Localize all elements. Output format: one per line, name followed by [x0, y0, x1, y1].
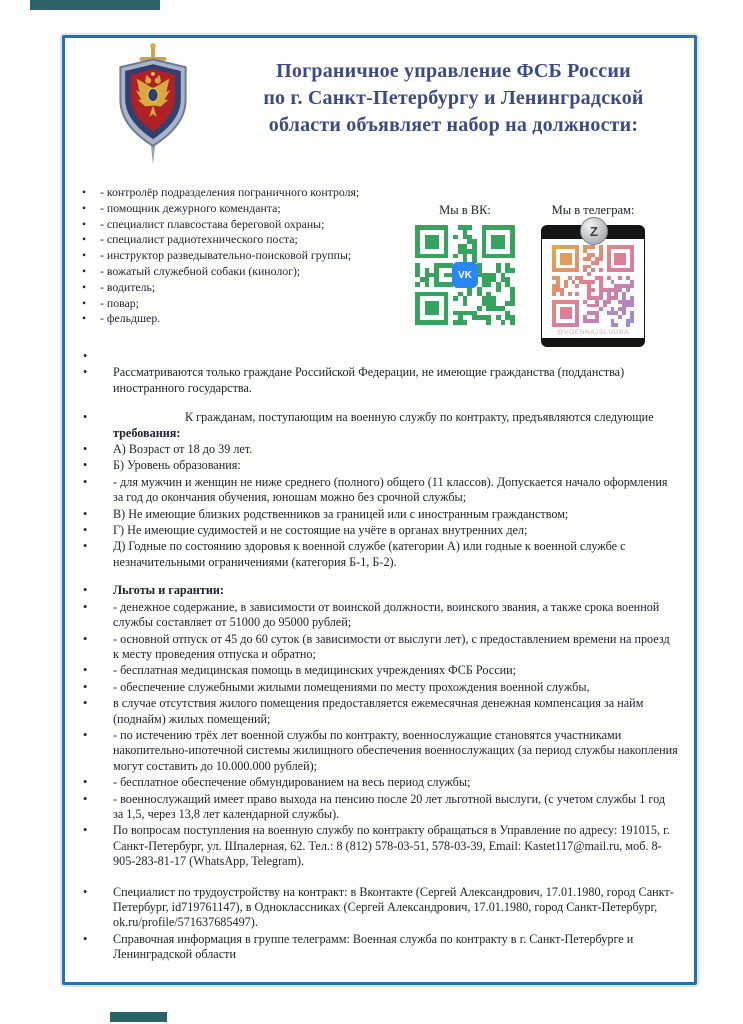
bullet-marker: • [83, 410, 88, 425]
fsb-shield-sword-graphic [105, 42, 201, 171]
info-text: К гражданам, поступающим на военную службу по контракту, предъявляются следующие требования: [113, 410, 654, 440]
qr-module [434, 311, 439, 316]
info-text: - для мужчин и женщин не ниже среднего (полного) общего (11 классов). Допускается начало оформления за год до окончания обучения, юношам можно без срочной службы; [113, 474, 668, 505]
info-text: - основной отпуск от 45 до 60 суток (в зависимости от выслуги лет), с предоставлением времени на проезд к месту проведения отпуска и обратно; [113, 631, 670, 661]
qr-module [607, 300, 611, 304]
qr-module [630, 319, 634, 323]
qr-module [575, 323, 579, 327]
position-item [77, 264, 407, 280]
qr-module [591, 268, 595, 272]
position-item [77, 185, 407, 201]
info-text: Льготы и гарантии: [113, 583, 224, 598]
bullet-marker: • [83, 679, 88, 694]
qr-module [599, 257, 603, 261]
qr-module [568, 261, 572, 265]
document-title [227, 58, 680, 139]
qr-module [510, 268, 515, 273]
qr-module [591, 288, 595, 292]
qr-module [425, 282, 430, 287]
bullet-marker: • [82, 279, 87, 294]
telegram-qr-code [552, 245, 634, 327]
vk-logo-icon [452, 262, 478, 288]
info-text: - бесплатная медицинская помощь в медицинских учреждениях ФСБ России; [113, 663, 517, 678]
qr-module [630, 284, 634, 288]
info-text: А) Возраст от 18 до 39 лет. [113, 442, 253, 457]
info-item [77, 442, 678, 457]
position-text: - специалист плавсостава береговой охраны; [100, 216, 325, 231]
qr-module [614, 323, 618, 327]
info-item [77, 885, 678, 931]
info-text: - военнослужащий имеет право выхода на пенсию после 20 лет льготной выслуги, (с учетом службы 1 год за 1,5, через 13,8 лет календарной службы). [113, 791, 666, 821]
position-item [77, 232, 407, 248]
bullet-marker: • [83, 506, 88, 521]
qr-module [618, 315, 622, 319]
info-item [77, 583, 678, 598]
qr-module [510, 301, 515, 306]
qr-module [453, 296, 458, 301]
info-item [77, 823, 678, 869]
qr-module [444, 254, 449, 259]
telegram-section-label: Мы в телеграм: [551, 203, 635, 217]
bullet-marker: • [83, 775, 88, 790]
qr-module [622, 261, 626, 265]
info-text: Г) Не имеющие судимостей и не состоящие на учёте в органах внутренних дел; [113, 523, 528, 538]
qr-module [444, 320, 449, 325]
info-text: По вопросам поступления на военную службу по контракту обращаться в Управление по адресу: 191015, г. Санкт-Петербург, ул. Шпалерная, 62. Тел.: 8 (812) 578-03-51, 578-03-39, Email: Kastet117@mail.ru, моб. 8-905-283-81-17 (WhatsApp, Telegram). [113, 823, 670, 869]
info-item [77, 458, 678, 473]
bullet-marker: • [82, 263, 87, 278]
qr-module [587, 272, 591, 276]
info-text: Справочная информация в группе телеграмм: Военная служба по контракту в г. Санкт-Петербурге и Ленинградской области [113, 931, 634, 962]
info-item [77, 410, 678, 441]
position-text: - специалист радиотехнического поста; [100, 232, 298, 247]
info-text: - бесплатное обеспечение обмундированием на весь период службы; [113, 775, 471, 790]
info-text: В) Не имеющие близких родственников за границей или с иностранным гражданством; [113, 506, 569, 521]
qr-module [575, 292, 579, 296]
position-text: - вожатый служебной собаки (кинолог); [100, 263, 301, 278]
bullet-marker: • [83, 884, 88, 899]
qr-module [618, 276, 622, 280]
qr-module [486, 320, 491, 325]
vk-section-label: Мы в ВК: [439, 203, 491, 217]
qr-module [453, 235, 458, 240]
bullet-marker: • [83, 365, 88, 380]
qr-module [599, 307, 603, 311]
vk-qr-code [415, 225, 515, 325]
qr-module [501, 244, 506, 249]
bullet-marker: • [82, 295, 87, 310]
info-text: в случае отсутствия жилого помещения предоставляется ежемесячная денежная компенсация за найм (поднайм) жилых помещений; [113, 696, 644, 726]
qr-module [501, 320, 506, 325]
telegram-qr-block [541, 203, 645, 347]
info-item [77, 475, 678, 506]
qr-module [575, 284, 579, 288]
fsb-emblem-icon [105, 42, 201, 172]
document-frame [62, 35, 697, 985]
title-line-1: Пограничное управление ФСБ России [276, 60, 631, 82]
bullet-marker: • [83, 599, 88, 614]
list-spacer [77, 871, 678, 885]
qr-module [622, 311, 626, 315]
position-text: - помощник дежурного коменданта; [100, 200, 281, 215]
bullet-marker: • [82, 216, 87, 231]
info-item [77, 539, 678, 570]
bottom-scan-artifact-bar [110, 1012, 167, 1022]
info-text: Специалист по трудоустройству на контракт: в Вконтакте (Сергей Александрович, 17.01.1980, город Санкт-Петербург, id719761147), в Одноклассниках (Сергей Александрович, 17.01.1980, город Санкт-Петербург, ok.ru/profile/571637685497). [113, 884, 674, 930]
bullet-marker: • [83, 931, 88, 946]
bullet-marker: • [82, 311, 87, 326]
info-text [113, 349, 678, 364]
bullet-marker: • [83, 791, 88, 806]
qr-module [568, 292, 572, 296]
qr-module [630, 304, 634, 308]
bullet-marker: • [83, 696, 88, 711]
qr-module [434, 244, 439, 249]
vk-qr-block [415, 203, 515, 347]
bullet-marker: • [83, 539, 88, 554]
info-item [77, 632, 678, 663]
qr-module [510, 254, 515, 259]
info-item [77, 696, 678, 727]
qr-section [415, 203, 645, 347]
info-item [77, 507, 678, 522]
list-spacer [77, 397, 678, 410]
qr-module [496, 287, 501, 292]
info-item [77, 600, 678, 631]
info-text: Рассматриваются только граждане Российской Федерации, не имеющие гражданства (подданства) иностранного государства. [113, 365, 625, 395]
position-item [77, 217, 407, 233]
qr-module [568, 315, 572, 319]
title-line-3: области объявляет набор на должности: [268, 114, 639, 136]
info-item [77, 680, 678, 695]
position-text: - водитель; [100, 279, 156, 294]
position-item [77, 201, 407, 217]
bullet-marker: • [83, 474, 88, 489]
position-text: - повар; [100, 295, 139, 310]
bullet-marker: • [82, 232, 87, 247]
qr-module [595, 319, 599, 323]
qr-module [486, 282, 491, 287]
qr-module [477, 306, 482, 311]
bullet-marker: • [83, 583, 88, 598]
position-item [77, 311, 407, 327]
bullet-marker: • [83, 823, 88, 838]
top-scan-artifact-bar [30, 0, 160, 10]
bullet-marker: • [83, 663, 88, 678]
info-item [77, 523, 678, 538]
info-list [77, 349, 680, 963]
qr-module [415, 282, 420, 287]
info-text: Д) Годные по состоянию здоровья к военной службе (категории А) или годные к военной службе с незначительными ограничениями (категория Б-1, Б-2). [113, 539, 626, 569]
telegram-sticker-bottom-bar [542, 338, 644, 346]
info-text: - денежное содержание, в зависимости от воинской должности, воинского звания, а также срока военной службы составляет от 51000 до 95000 рублей; [113, 599, 660, 630]
position-item [77, 280, 407, 296]
positions-and-qr-row [77, 185, 680, 347]
qr-module [467, 292, 472, 297]
info-text: Б) Уровень образования: [113, 458, 241, 473]
bullet-marker: • [83, 523, 88, 538]
qr-module [575, 268, 579, 272]
position-text: - инструктор разведывательно-поисковой группы; [100, 248, 352, 263]
telegram-qr-sticker [541, 225, 645, 347]
telegram-handle: @VOENNAJSLUGBA [556, 329, 630, 336]
info-item [77, 349, 678, 364]
info-item [77, 365, 678, 396]
qr-module [463, 320, 468, 325]
info-text: - по истечению трёх лет военной службы по контракту, военнослужащие становятся участниками накопительно-ипотечной системы жилищного обеспечения военнослужащих (за период службы накопления могут составить до 10.000.000 рублей); [113, 727, 678, 773]
qr-module [599, 268, 603, 272]
qr-module [603, 304, 607, 308]
qr-module [510, 320, 515, 325]
bullet-marker: • [83, 727, 88, 742]
qr-module [463, 301, 468, 306]
qr-module [560, 292, 564, 296]
qr-module [564, 284, 568, 288]
info-item [77, 728, 678, 774]
bullet-marker: • [82, 248, 87, 263]
info-item [77, 792, 678, 823]
qr-module [591, 280, 595, 284]
qr-module [626, 323, 630, 327]
info-text: - обеспечение служебными жилыми помещениями по месту прохождения военной службы, [113, 679, 590, 694]
qr-module [453, 254, 458, 259]
vk-logo-text: VK [458, 269, 472, 281]
qr-module [626, 288, 630, 292]
qr-module [595, 261, 599, 265]
bullet-marker: • [83, 631, 88, 646]
qr-module [467, 225, 472, 230]
bullet-marker: • [83, 458, 88, 473]
info-item [77, 932, 678, 963]
info-item [77, 663, 678, 678]
qr-module [630, 268, 634, 272]
position-item [77, 248, 407, 264]
position-item [77, 296, 407, 312]
bullet-marker: • [83, 442, 88, 457]
info-item [77, 775, 678, 790]
bullet-marker: • [82, 185, 87, 199]
position-text: - фельдшер. [100, 311, 161, 326]
bullet-marker: • [82, 200, 87, 215]
position-text: - контролёр подразделения пограничного контроля; [100, 185, 360, 199]
title-line-2: по г. Санкт-Петербургу и Ленинградской [263, 87, 644, 109]
qr-module [591, 245, 595, 249]
z-logo-icon: Z [580, 217, 608, 245]
bullet-marker: • [83, 349, 88, 363]
qr-module [552, 292, 556, 296]
positions-list [77, 185, 407, 327]
list-spacer [77, 571, 678, 583]
